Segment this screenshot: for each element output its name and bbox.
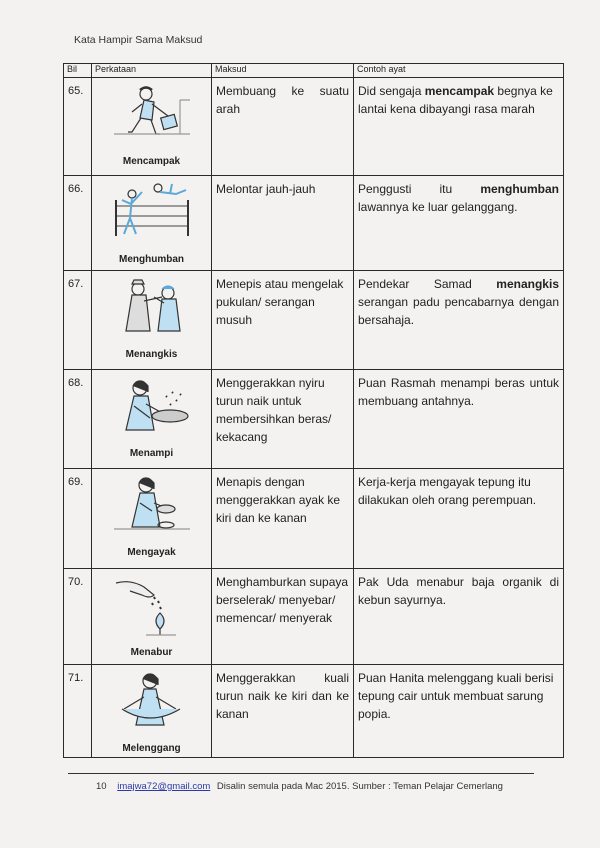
table-row — [64, 176, 564, 271]
word-caption: Mencampak — [122, 156, 181, 167]
meaning-cell: Melontar jauh-jauh — [212, 176, 354, 271]
example-cell: Kerja-kerja mengayak tepung itu dilakukan oleh orang perempuan. — [354, 469, 564, 569]
word-caption: Menampi — [129, 448, 174, 459]
table-header-row — [64, 64, 564, 78]
row-number: 70. — [64, 569, 92, 665]
highlighted-word: menghumban — [480, 182, 559, 196]
example-cell: Did sengaja mencampak begnya ke lantai kena dibayangi rasa marah — [354, 78, 564, 176]
meaning-cell: Menghamburkan supaya berselerak/ menyebar/ memencar/ menyerak — [212, 569, 354, 665]
word-cell — [92, 176, 212, 271]
column-header-perkataan: Perkataan — [92, 64, 212, 78]
parrying-illustration-icon — [110, 275, 194, 349]
row-number: 66. — [64, 176, 92, 271]
word-cell — [92, 78, 212, 176]
row-number: 67. — [64, 271, 92, 370]
word-cell — [92, 469, 212, 569]
winnowing-illustration-icon — [110, 374, 194, 448]
page-number: 10 — [96, 781, 107, 792]
table-row — [64, 469, 564, 569]
page-footer — [96, 781, 503, 792]
word-caption: Menangkis — [125, 349, 178, 360]
word-cell — [92, 569, 212, 665]
table-row — [64, 78, 564, 176]
source-note: Disalin semula pada Mac 2015. Sumber : Teman Pelajar Cemerlang — [216, 781, 503, 792]
highlighted-word: mencampak — [424, 84, 495, 98]
meaning-cell: Menggerakkan kuali turun naik ke kiri dan ke kanan — [212, 665, 354, 758]
example-cell: Puan Hanita melenggang kuali berisi tepung cair untuk membuat sarung popia. — [354, 665, 564, 758]
vocabulary-table — [63, 63, 564, 758]
row-number: 65. — [64, 78, 92, 176]
example-cell: Pak Uda menabur baja organik di kebun sayurnya. — [354, 569, 564, 665]
page-title: Kata Hampir Sama Maksud — [74, 34, 203, 46]
sowing-illustration-icon — [110, 573, 194, 647]
table-row — [64, 271, 564, 370]
word-caption: Menghumban — [119, 254, 184, 265]
word-cell — [92, 665, 212, 758]
word-caption: Melenggang — [122, 743, 181, 754]
word-cell — [92, 271, 212, 370]
row-number: 71. — [64, 665, 92, 758]
email-link[interactable]: imajwa72@gmail.com — [117, 781, 211, 792]
example-cell: Penggusti itu menghumban lawannya ke luar gelanggang. — [354, 176, 564, 271]
word-caption: Mengayak — [127, 547, 176, 558]
meaning-cell: Menepis atau mengelak pukulan/ serangan musuh — [212, 271, 354, 370]
throwing-illustration-icon — [110, 82, 194, 156]
row-number: 69. — [64, 469, 92, 569]
example-cell: Puan Rasmah menampi beras untuk membuang antahnya. — [354, 370, 564, 469]
sifting-illustration-icon — [110, 473, 194, 547]
table-row — [64, 665, 564, 758]
example-cell: Pendekar Samad menangkis serangan padu pencabarnya dengan bersahaja. — [354, 271, 564, 370]
row-number: 68. — [64, 370, 92, 469]
column-header-contoh-ayat: Contoh ayat — [354, 64, 564, 78]
meaning-cell: Membuang ke suatu arah — [212, 78, 354, 176]
meaning-cell: Menggerakkan nyiru turun naik untuk membersihkan beras/ kekacang — [212, 370, 354, 469]
wrestling-illustration-icon — [110, 180, 194, 254]
swaying-pan-illustration-icon — [110, 669, 194, 743]
table-row — [64, 370, 564, 469]
word-cell — [92, 370, 212, 469]
table-row — [64, 569, 564, 665]
footer-divider — [68, 773, 534, 774]
column-header-maksud: Maksud — [212, 64, 354, 78]
meaning-cell: Menapis dengan menggerakkan ayak ke kiri dan ke kanan — [212, 469, 354, 569]
column-header-bil: Bil — [64, 64, 92, 78]
highlighted-word: menangkis — [496, 277, 559, 291]
word-caption: Menabur — [130, 647, 173, 658]
